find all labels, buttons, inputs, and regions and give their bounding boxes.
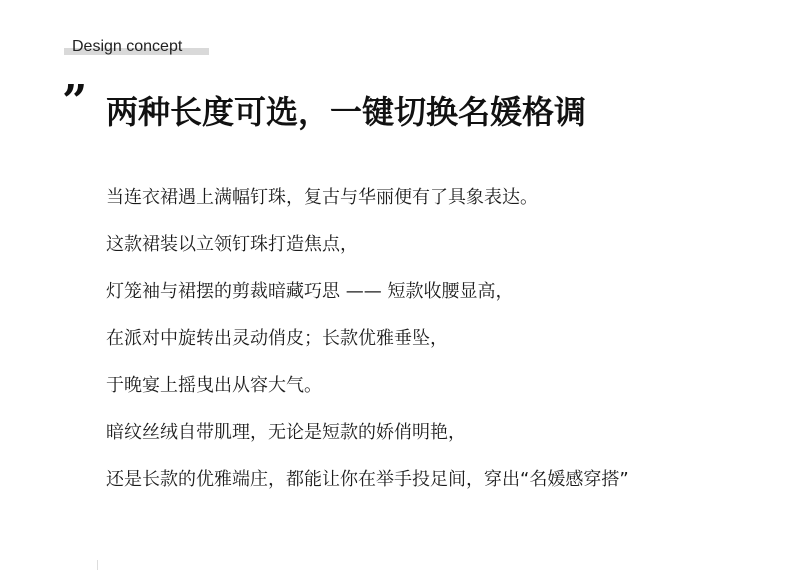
- body-line-3: 灯笼袖与裙摆的剪裁暗藏巧思 —— 短款收腰显高，: [106, 281, 514, 302]
- section-tag-label: Design concept: [72, 38, 183, 55]
- divider-tick: [97, 560, 98, 570]
- body-line-1: 当连衣裙遇上满幅钉珠，复古与华丽便有了具象表达。: [106, 187, 538, 208]
- body-line-7: 还是长款的优雅端庄，都能让你在举手投足间，穿出“名媛感穿搭”: [106, 469, 629, 490]
- body-line-6: 暗纹丝绒自带肌理，无论是短款的娇俏明艳，: [106, 422, 466, 443]
- headline: 两种长度可选，一键切换名媛格调: [106, 93, 587, 131]
- quote-mark-icon: ”: [62, 76, 88, 127]
- body-line-2: 这款裙装以立领钉珠打造焦点，: [106, 234, 358, 255]
- body-line-4: 在派对中旋转出灵动俏皮；长款优雅垂坠，: [106, 328, 448, 349]
- body-text: [106, 186, 766, 515]
- body-line-5: 于晚宴上摇曳出从容大气。: [106, 375, 322, 396]
